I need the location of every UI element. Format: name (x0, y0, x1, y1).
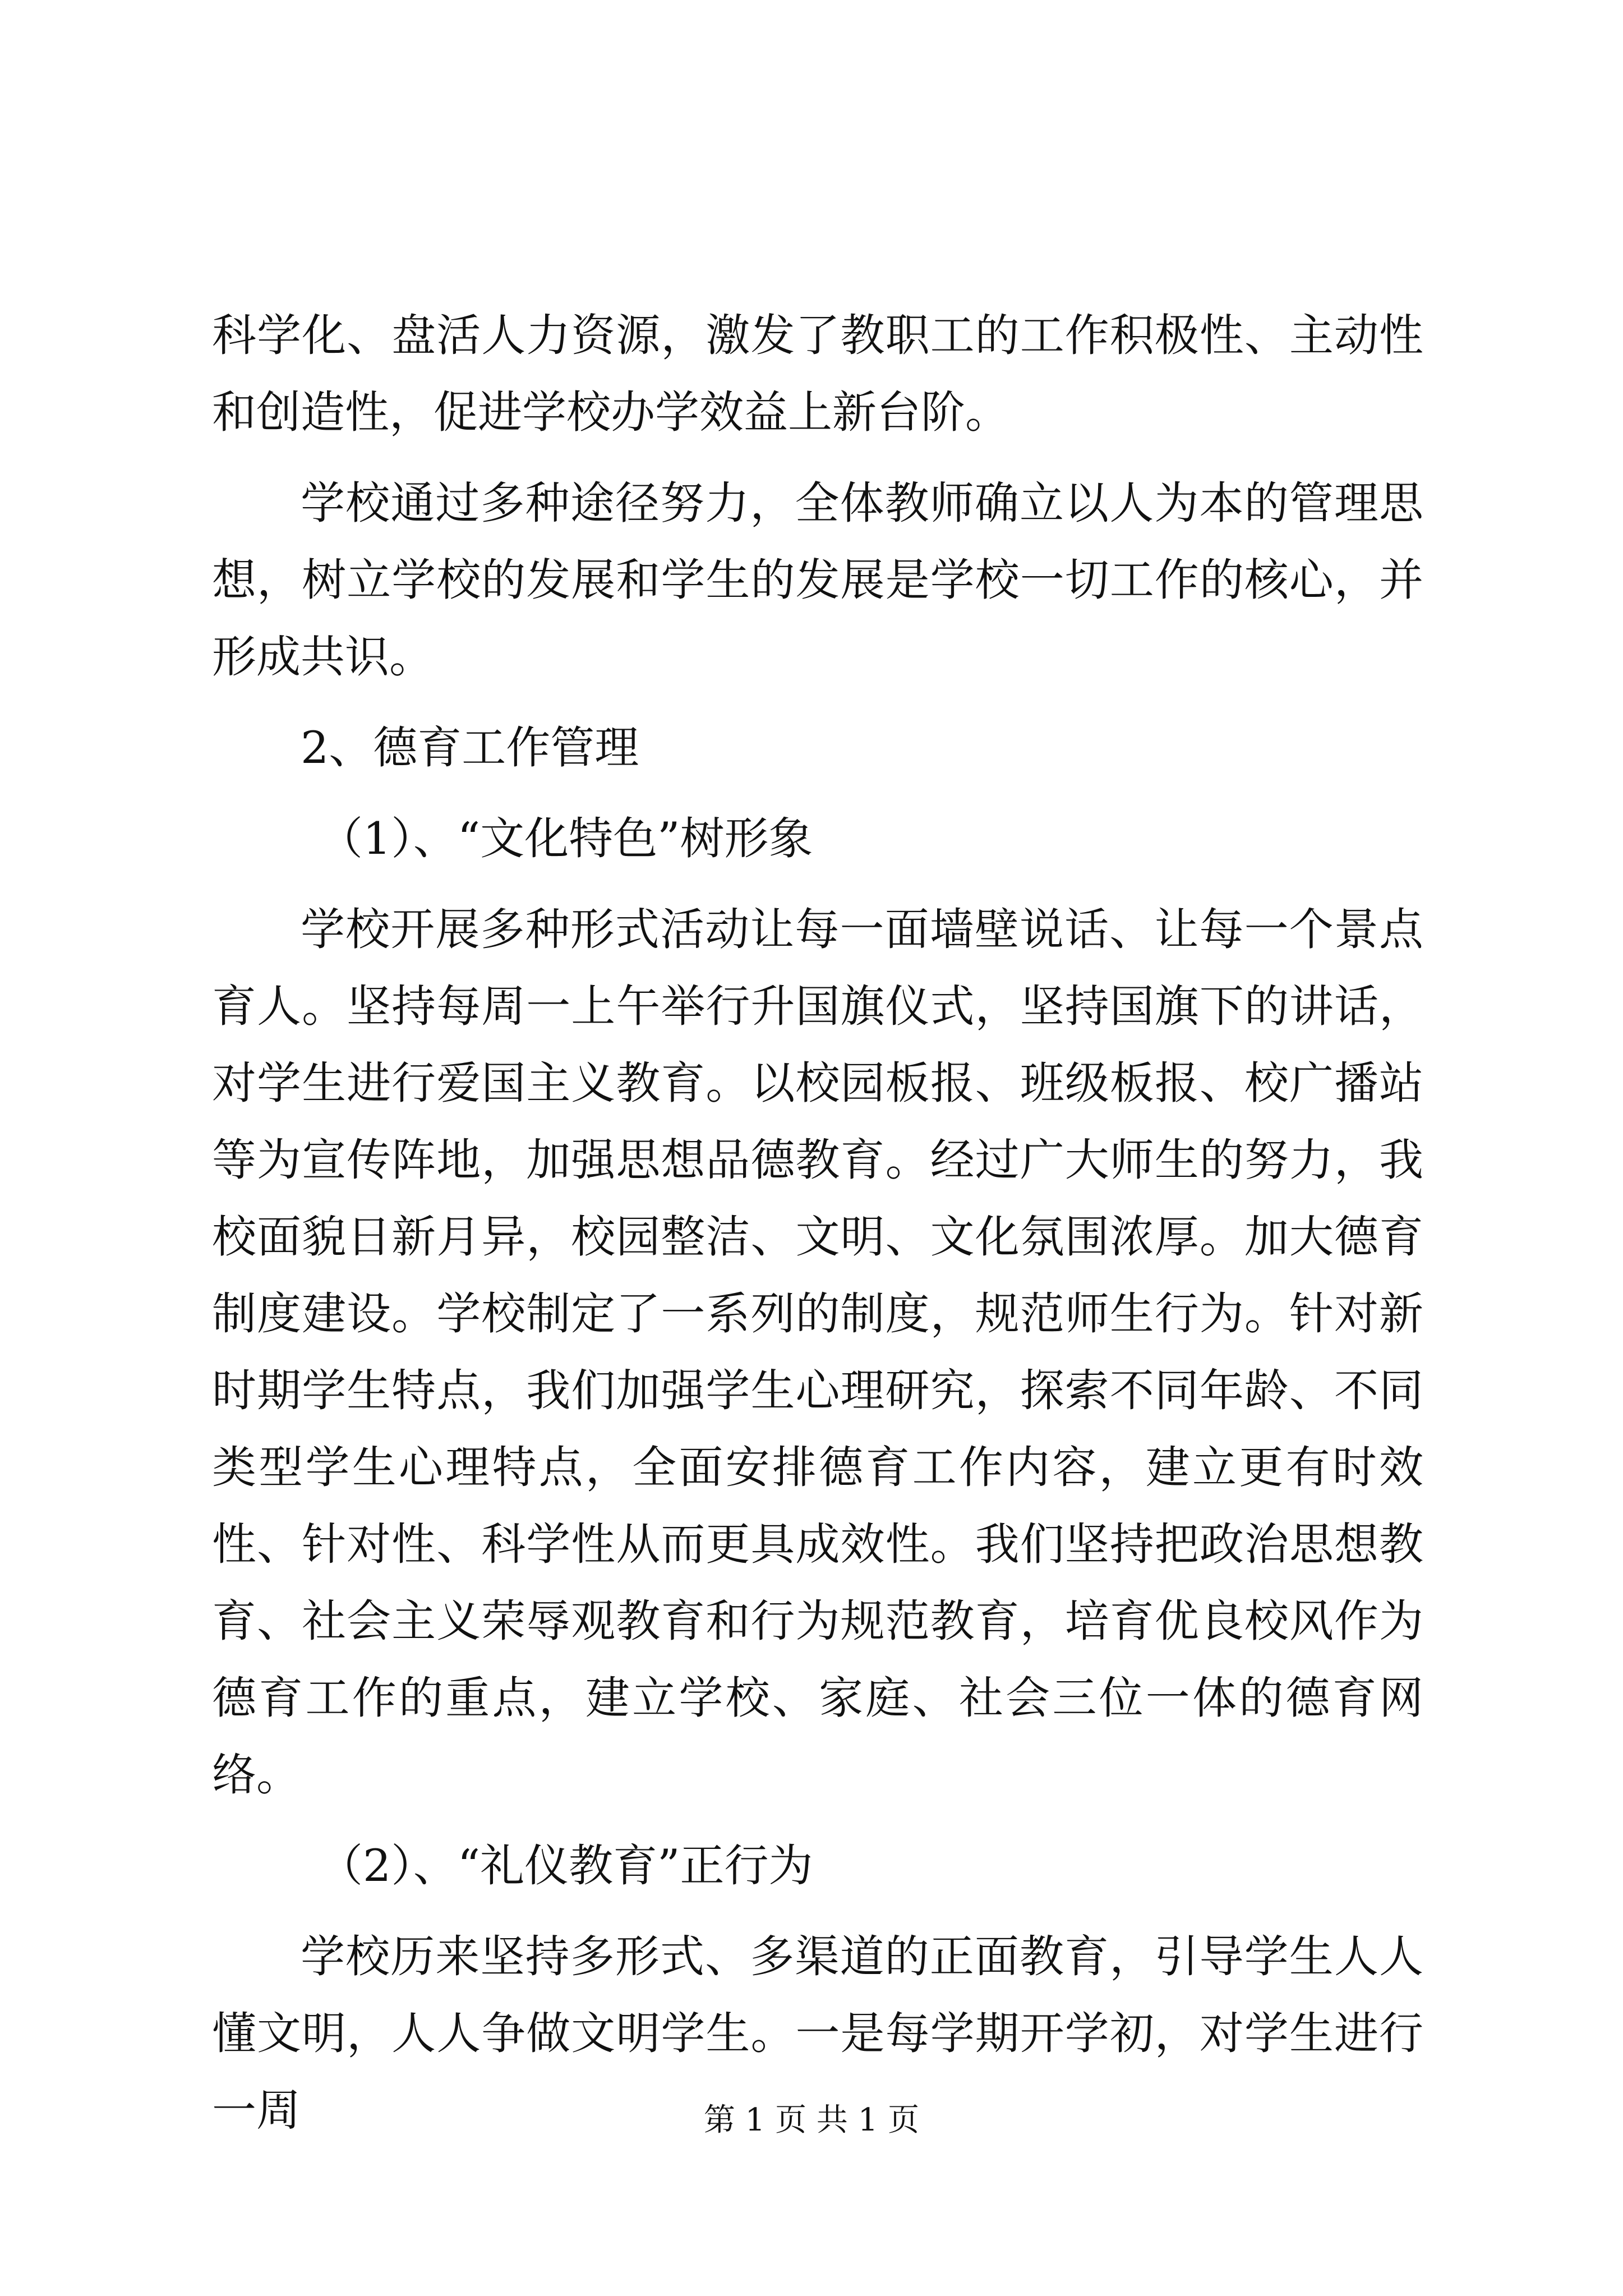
subheading-etiquette-education: （2）、“礼仪教育”正行为 (319, 1840, 813, 1892)
page-footer: 第 1 页 共 1 页 (703, 2102, 920, 2138)
paragraph-etiquette-education: 学校历来坚持多形式、多渠道的正面教育，引导学生人人懂文明，人人争做文明学生。一是每学期开学初，对学生进行一周 (212, 1931, 1423, 2136)
subheading-cultural-features: （1）、“文化特色”树形象 (319, 813, 813, 864)
paragraph-cultural-features: 学校开展多种形式活动让每一面墙壁说话、让每一个景点育人。坚持每周一上午举行升国旗仪式，坚持国旗下的讲话，对学生进行爱国主义教育。以校园板报、班级板报、校广播站等为宣传阵地，加强思想品德教育。经过广大师生的努力，我校面貌日新月异，校园整洁、文明、文化氛围浓厚。加大德育制度建设。学校制定了一系列的制度，规范师生行为。针对新时期学生特点，我们加强学生心理研究，探索不同年龄、不同类型学生心理特点，全面安排德育工作内容，建立更有时效性、针对性、科学性从而更具成效性。我们坚持把政治思想教育、社会主义荣辱观教育和行为规范教育，培育优良校风作为德育工作的重点，建立学校、家庭、社会三位一体的德育网络。 (212, 904, 1423, 1801)
paragraph-continuation: 科学化、盘活人力资源，激发了教职工的工作积极性、主动性和创造性，促进学校办学效益上新台阶。 (212, 310, 1423, 438)
section-heading-moral-education: 2、德育工作管理 (301, 722, 639, 774)
document-body (212, 297, 1423, 2163)
paragraph-management-philosophy: 学校通过多种途径努力，全体教师确立以人为本的管理思想，树立学校的发展和学生的发展是学校一切工作的核心，并形成共识。 (212, 477, 1423, 683)
